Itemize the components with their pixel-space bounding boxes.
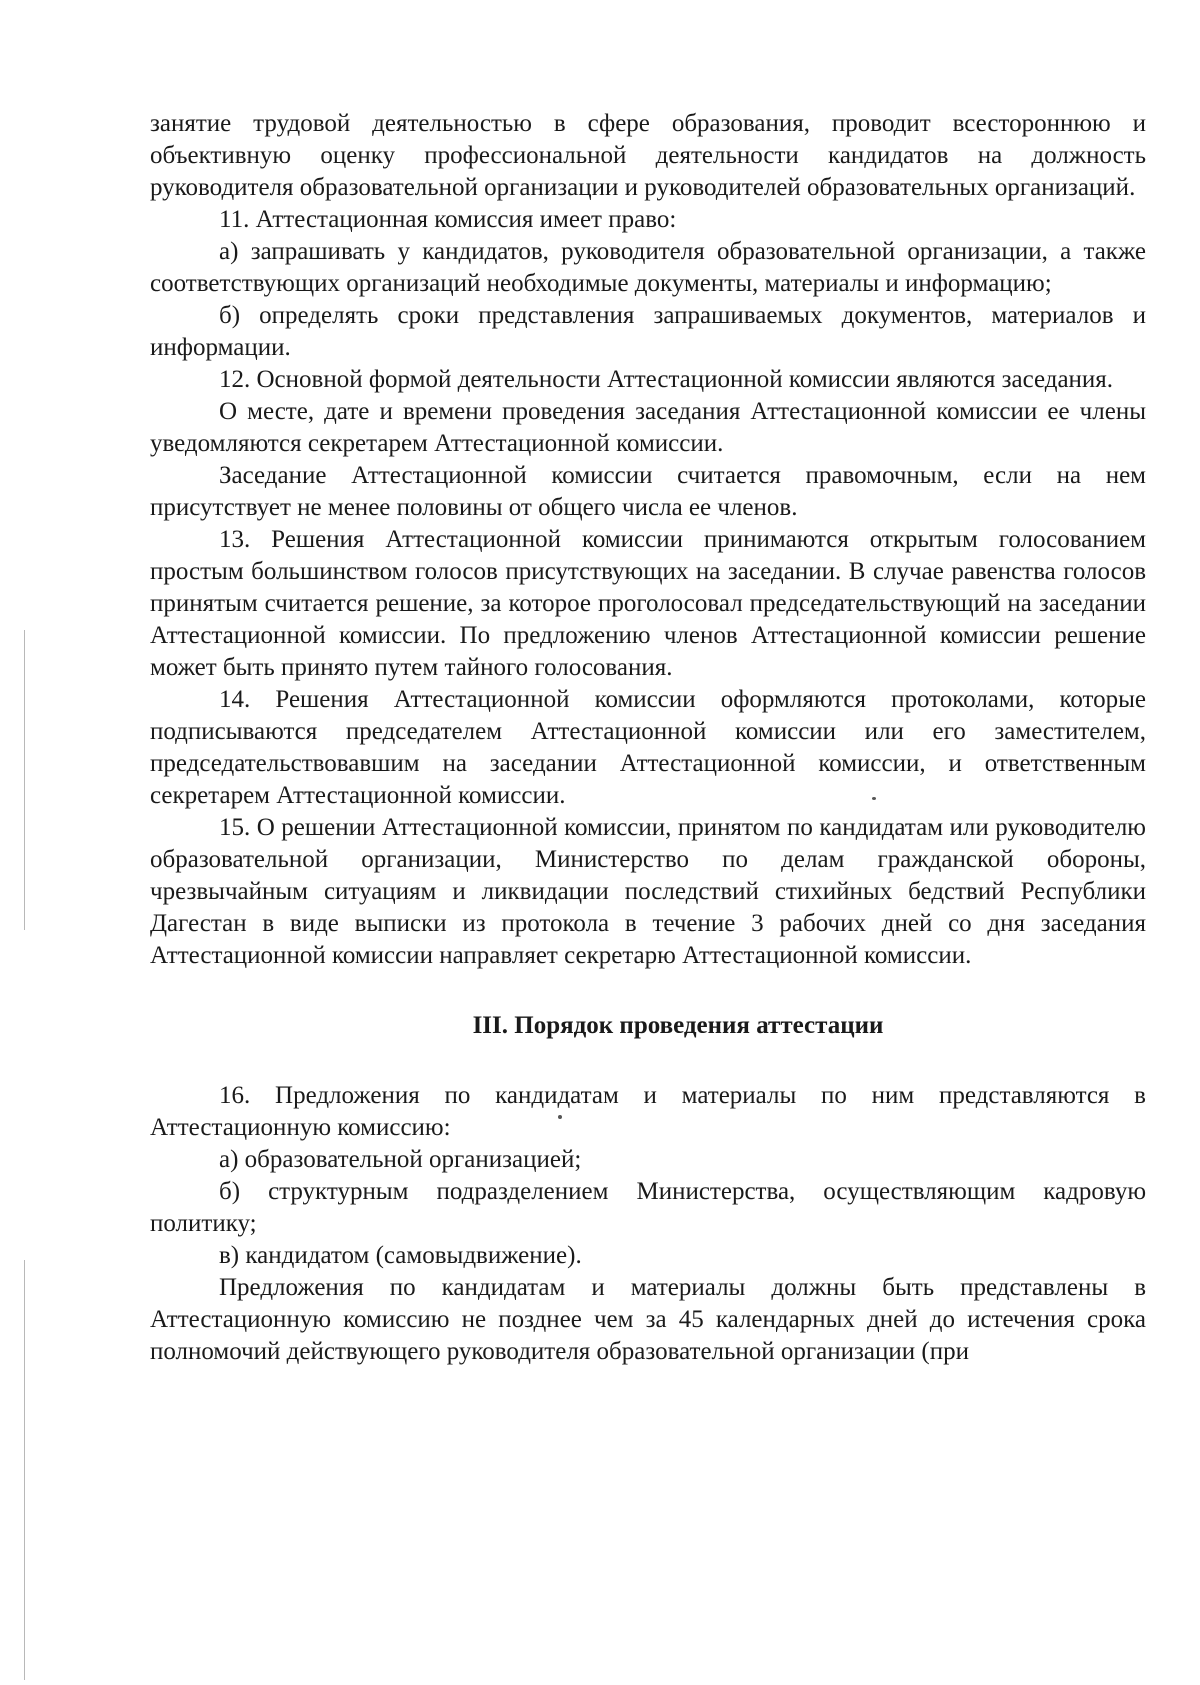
scan-margin-line [24,1260,25,1680]
paragraph: 16. Предложения по кандидатам и материалы по ним представляются в Аттестационную комиссию: [150,1082,1146,1141]
paragraph: 12. Основной формой деятельности Аттестационной комиссии являются заседания. [219,366,1114,393]
paragraph: 15. О решении Аттестационной комиссии, принятом по кандидатам или руководителю образовательной организации, Министерство по делам гражданской обороны, чрезвычайным ситуациям и ликвидации последствий стихийных бедствий Республики Дагестан в виде выписки из протокола в течение 3 рабочих дней со дня заседания Аттестационной комиссии направляет секретарю Аттестационной комиссии. [150,814,1146,969]
paragraph: 11. Аттестационная комиссия имеет право: [219,206,677,233]
paragraph: в) кандидатом (самовыдвижение). [219,1242,582,1269]
scan-margin-line [24,630,25,930]
paragraph: б) структурным подразделением Министерства, осуществляющим кадровую политику; [150,1178,1146,1237]
paragraph: Заседание Аттестационной комиссии считается правомочным, если на нем присутствует не менее половины от общего числа ее членов. [150,462,1146,521]
paragraph: б) определять сроки представления запрашиваемых документов, материалов и информации. [150,302,1146,361]
paragraph: 14. Решения Аттестационной комиссии оформляются протоколами, которые подписываются председателем Аттестационной комиссии или его заместителем, председательствовавшим на заседании Аттестационной комиссии, и ответственным секретарем Аттестационной комиссии. [150,686,1146,809]
paragraph: О месте, дате и времени проведения заседания Аттестационной комиссии ее члены уведомляются секретарем Аттестационной комиссии. [150,398,1146,457]
paragraph: Предложения по кандидатам и материалы должны быть представлены в Аттестационную комиссию не позднее чем за 45 календарных дней до истечения срока полномочий действующего руководителя образовательной организации (при [150,1274,1146,1365]
paragraph: а) запрашивать у кандидатов, руководителя образовательной организации, а также соответствующих организаций необходимые документы, материалы и информацию; [150,238,1146,297]
paragraph: а) образовательной организацией; [219,1146,582,1173]
document-body [150,108,1146,1368]
section-heading: III. Порядок проведения аттестации [472,1012,884,1039]
paragraph: 13. Решения Аттестационной комиссии принимаются открытым голосованием простым большинством голосов присутствующих на заседании. В случае равенства голосов принятым считается решение, за которое проголосовал председательствующий на заседании Аттестационной комиссии. По предложению членов Аттестационной комиссии решение может быть принято путем тайного голосования. [150,526,1146,681]
paragraph: занятие трудовой деятельностью в сфере образования, проводит всестороннюю и объективную оценку профессиональной деятельности кандидатов на должность руководителя образовательной организации и руководителей образовательных организаций. [150,110,1146,201]
